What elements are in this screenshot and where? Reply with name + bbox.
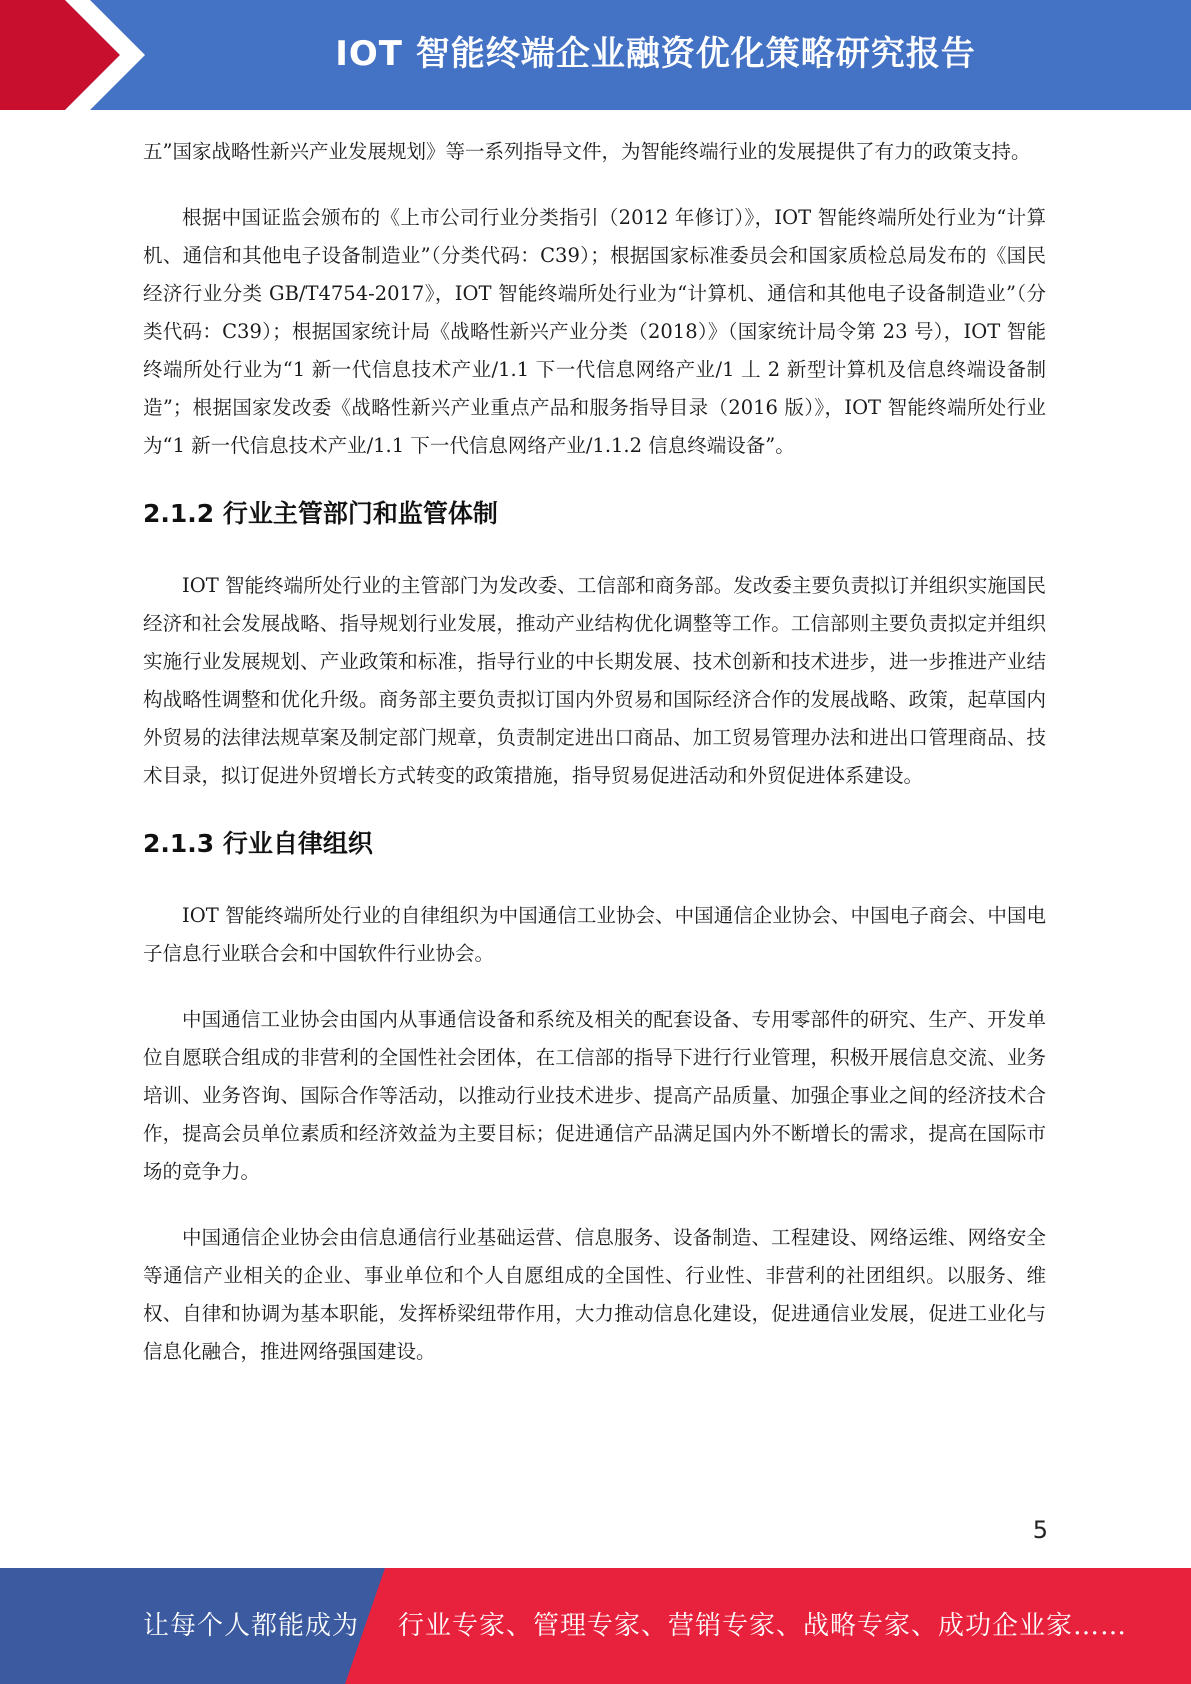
paragraph-communication-enterprise-association: 中国通信企业协会由信息通信行业基础运营、信息服务、设备制造、工程建设、网络运维、网络安全等通信产业相关的企业、事业单位和个人自愿组成的全国性、行业性、非营利的社团组织。以服务、维权、自律和协调为基本职能，发挥桥梁纽带作用，大力推动信息化建设，促进通信业发展，促进工业化与信息化融合，推进网络强国建设。 xyxy=(143,1226,1046,1363)
paragraph-regulatory-authorities: IOT 智能终端所处行业的主管部门为发改委、工信部和商务部。发改委主要负责拟订并组织实施国民经济和社会发展战略、指导规划行业发展，推动产业结构优化调整等工作。工信部则主要负责拟定并组织实施行业发展规划、产业政策和标准，指导行业的中长期发展、技术创新和技术进步，进一步推进产业结构战略性调整和优化升级。商务部主要负责拟订国内外贸易和国际经济合作的发展战略、政策，起草国内外贸易的法律法规草案及制定部门规章，负责制定进出口商品、加工贸易管理办法和进出口管理商品、技术目录，拟订促进外贸增长方式转变的政策措施，指导贸易促进活动和外贸促进体系建设。 xyxy=(143,574,1046,787)
paragraph-self-regulatory-orgs: IOT 智能终端所处行业的自律组织为中国通信工业协会、中国通信企业协会、中国电子商会、中国电子信息行业联合会和中国软件行业协会。 xyxy=(143,904,1046,965)
page-content xyxy=(143,133,1046,1371)
page-header xyxy=(0,0,1191,110)
footer-slogan-right: 行业专家、管理专家、营销专家、战略专家、成功企业家…… xyxy=(398,1611,1128,1641)
page-footer xyxy=(0,1568,1191,1684)
paragraph-policy-support: 五”国家战略性新兴产业发展规划》等一系列指导文件，为智能终端行业的发展提供了有力的政策支持。 xyxy=(143,140,1031,163)
paragraph-communication-industry-association: 中国通信工业协会由国内从事通信设备和系统及相关的配套设备、专用零部件的研究、生产、开发单位自愿联合组成的非营利的全国性社会团体，在工信部的指导下进行行业管理，积极开展信息交流、业务培训、业务咨询、国际合作等活动，以推动行业技术进步、提高产品质量、加强企事业之间的经济技术合作，提高会员单位素质和经济效益为主要目标；促进通信产品满足国内外不断增长的需求，提高在国际市场的竞争力。 xyxy=(143,1008,1046,1183)
footer-slogan-left: 让每个人都能成为 xyxy=(143,1611,360,1641)
paragraph-industry-classification: 根据中国证监会颁布的《上市公司行业分类指引（2012 年修订）》，IOT 智能终端所处行业为“计算机、通信和其他电子设备制造业”（分类代码：C39）；根据国家标准委员会和国家质检总局发布的《国民经济行业分类 GB/T4754-2017》，IOT 智能终端所处行业为“计算机、通信和其他电子设备制造业”（分类代码：C39）；根据国家统计局《战略性新兴产业分类（2018）》（国家统计局令第 23 号），IOT 智能终端所处行业为“1 新一代信息技术产业/1.1 下一代信息网络产业/1 丄 2 新型计算机及信息终端设备制造”；根据国家发改委《战略性新兴产业重点产品和服务指导目录（2016 版）》，IOT 智能终端所处行业为“1 新一代信息技术产业/1.1 下一代信息网络产业/1.1.2 信息终端设备”。 xyxy=(143,206,1046,457)
section-heading-regulation: 2.1.2 行业主管部门和监管体制 xyxy=(143,499,498,528)
header-chevron-decoration xyxy=(0,0,160,110)
report-title: IOT 智能终端企业融资优化策略研究报告 xyxy=(335,34,976,74)
page-number: 5 xyxy=(1032,1516,1048,1544)
section-heading-self-regulation: 2.1.3 行业自律组织 xyxy=(143,829,373,858)
